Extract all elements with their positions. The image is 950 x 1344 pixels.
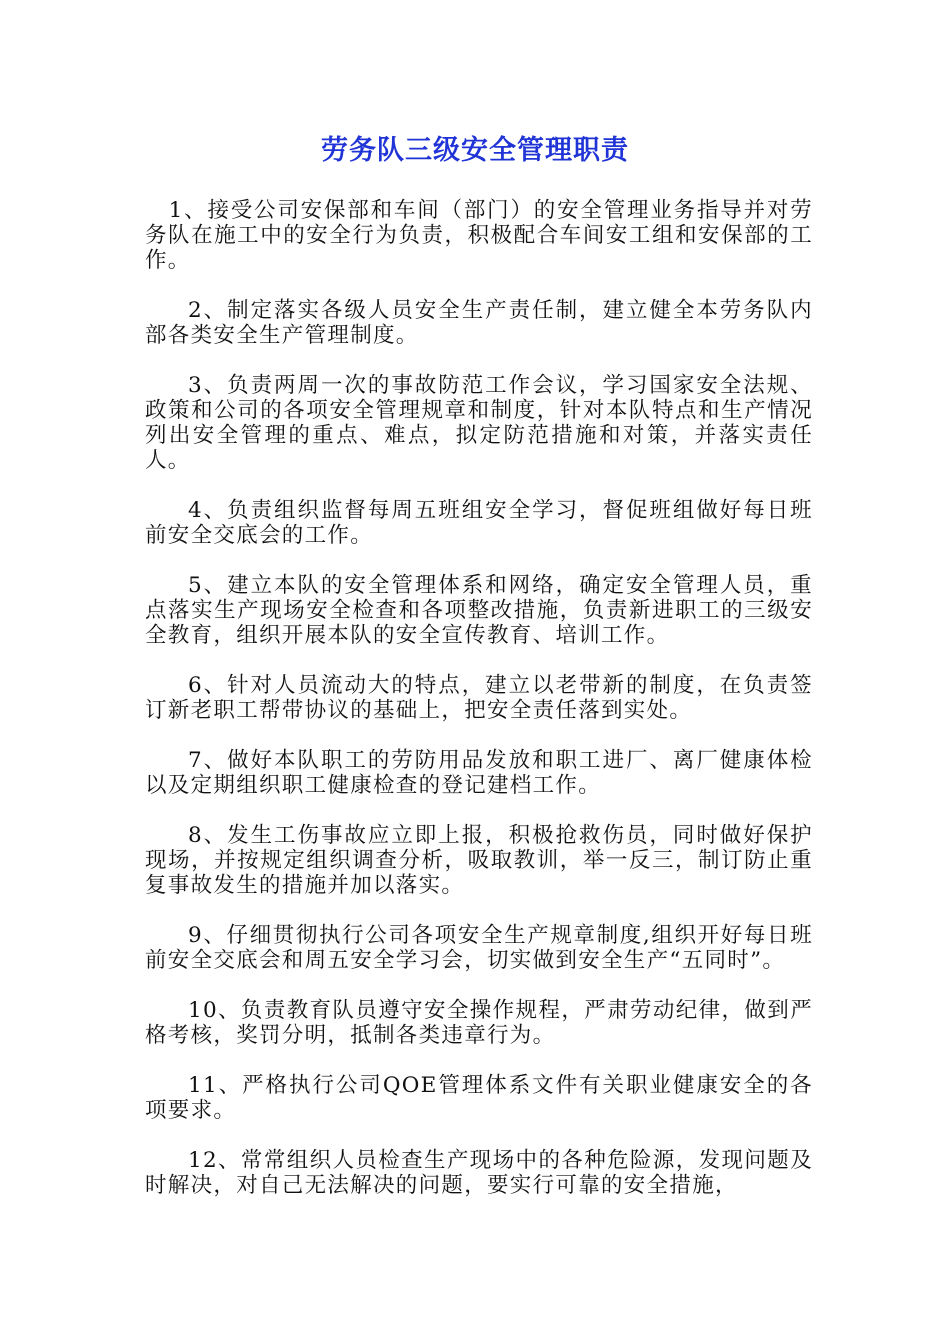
paragraph-5: 5、建立本队的安全管理体系和网络，确定安全管理人员，重点落实生产现场安全检查和各项整改措施，负责新进职工的三级安全教育，组织开展本队的安全宣传教育、培训工作。 xyxy=(145,573,813,648)
paragraph-12: 12、常常组织人员检查生产现场中的各种危险源，发现问题及时解决，对自己无法解决的问题，要实行可靠的安全措施， xyxy=(145,1148,813,1198)
paragraph-3: 3、负责两周一次的事故防范工作会议，学习国家安全法规、政策和公司的各项安全管理规章和制度，针对本队特点和生产情况列出安全管理的重点、难点，拟定防范措施和对策，并落实责任人。 xyxy=(145,373,813,473)
paragraph-4: 4、负责组织监督每周五班组安全学习，督促班组做好每日班前安全交底会的工作。 xyxy=(145,498,813,548)
paragraph-8: 8、发生工伤事故应立即上报，积极抢救伤员，同时做好保护现场，并按规定组织调查分析，吸取教训，举一反三，制订防止重复事故发生的措施并加以落实。 xyxy=(145,823,813,898)
paragraph-10: 10、负责教育队员遵守安全操作规程，严肃劳动纪律，做到严格考核，奖罚分明，抵制各类违章行为。 xyxy=(145,998,813,1048)
paragraph-9: 9、仔细贯彻执行公司各项安全生产规章制度,组织开好每日班前安全交底会和周五安全学习会，切实做到安全生产“五同时”。 xyxy=(145,923,813,973)
document-title: 劳务队三级安全管理职责 xyxy=(321,135,629,166)
paragraph-7: 7、做好本队职工的劳防用品发放和职工进厂、离厂健康体检以及定期组织职工健康检查的登记建档工作。 xyxy=(145,748,813,798)
document-body xyxy=(145,198,813,1223)
paragraph-1: 1、接受公司安保部和车间（部门）的安全管理业务指导并对劳务队在施工中的安全行为负责，积极配合车间安工组和安保部的工作。 xyxy=(145,198,813,273)
paragraph-2: 2、制定落实各级人员安全生产责任制，建立健全本劳务队内部各类安全生产管理制度。 xyxy=(145,298,813,348)
paragraph-6: 6、针对人员流动大的特点，建立以老带新的制度，在负责签订新老职工帮带协议的基础上，把安全责任落到实处。 xyxy=(145,673,813,723)
paragraph-11: 11、严格执行公司QOE管理体系文件有关职业健康安全的各项要求。 xyxy=(145,1073,813,1123)
